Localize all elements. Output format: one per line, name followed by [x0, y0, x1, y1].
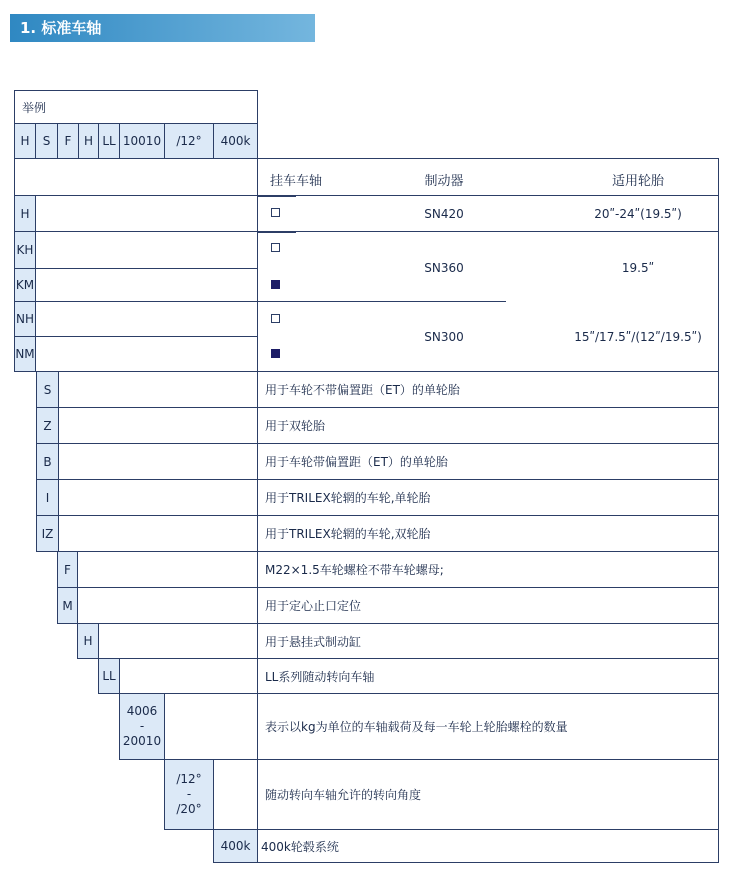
- bolt-code-f: F: [57, 551, 78, 588]
- bolt-blank: [77, 587, 258, 624]
- bolt-code-m: M: [57, 587, 78, 624]
- example-code-ll: LL: [98, 123, 120, 159]
- wheel-code-b: B: [36, 443, 59, 480]
- brake-sn360: SN360: [424, 261, 464, 275]
- axle-row-nm: NM: [14, 336, 36, 372]
- bolt-blank: [77, 551, 258, 588]
- axle-row-nh: NH: [14, 301, 36, 337]
- steering-code: LL: [98, 658, 120, 694]
- wheel-desc-b: 用于车轮带偏置距（ET）的单轮胎: [257, 443, 719, 480]
- wheel-code-s: S: [36, 371, 59, 408]
- wheel-code-iz: IZ: [36, 515, 59, 552]
- wheel-blank: [58, 407, 258, 444]
- axle-row-km: KM: [14, 268, 36, 302]
- axle-row-h: H: [14, 195, 36, 232]
- tire-sn300: 15ʺ/17.5ʺ/(12ʺ/19.5ʺ): [574, 330, 702, 344]
- wheel-desc-i: 用于TRILEX轮辋的车轮,单轮胎: [257, 479, 719, 516]
- hanging-blank: [98, 623, 258, 659]
- example-code-h2: H: [78, 123, 99, 159]
- hub-desc: 400k轮毂系统: [257, 829, 719, 863]
- wheel-desc-iz: 用于TRILEX轮辋的车轮,双轮胎: [257, 515, 719, 552]
- checkbox-filled-icon: [271, 349, 280, 358]
- example-label: 举例: [22, 100, 47, 115]
- axle-row-kh: KH: [14, 231, 36, 269]
- header-tire: 适用轮胎: [611, 174, 665, 189]
- wheel-code-z: Z: [36, 407, 59, 444]
- angle-code-range: /12° - /20°: [164, 759, 214, 830]
- checkbox-filled-icon: [271, 280, 280, 289]
- wheel-desc-s: 用于车轮不带偏置距（ET）的单轮胎: [257, 371, 719, 408]
- example-code-h: H: [14, 123, 36, 159]
- load-blank: [164, 693, 258, 760]
- steering-blank: [119, 658, 258, 694]
- hanging-desc: 用于悬挂式制动缸: [257, 623, 719, 659]
- brake-sn420: SN420: [424, 207, 464, 221]
- wheel-blank: [58, 515, 258, 552]
- wheel-blank: [58, 371, 258, 408]
- wheel-blank: [58, 479, 258, 516]
- angle-desc: 随动转向车轴允许的转向角度: [257, 759, 719, 830]
- header-brake: 制动器: [424, 174, 464, 189]
- hanging-code: H: [77, 623, 99, 659]
- bolt-desc-f: M22×1.5车轮螺栓不带车轮螺母;: [257, 551, 719, 588]
- tire-sn420: 20ʺ-24ʺ(19.5ʺ): [594, 207, 682, 221]
- load-code-range: 4006 - 20010: [119, 693, 165, 760]
- example-code-s: S: [35, 123, 58, 159]
- checkbox-empty-icon: [271, 243, 280, 252]
- brake-sn300: SN300: [424, 330, 464, 344]
- checkbox-empty-icon: [271, 314, 280, 323]
- angle-blank: [213, 759, 258, 830]
- hub-code: 400k: [213, 829, 258, 863]
- bolt-desc-m: 用于定心止口定位: [257, 587, 719, 624]
- wheel-blank: [58, 443, 258, 480]
- header-trailer-axle: 挂车车轴: [270, 174, 323, 189]
- steering-desc: LL系列随动转向车轴: [257, 658, 719, 694]
- tire-sn360: 19.5ʺ: [621, 261, 655, 275]
- example-label-cell: [14, 90, 258, 124]
- wheel-code-i: I: [36, 479, 59, 516]
- load-desc: 表示以kg为单位的车轴载荷及每一车轮上轮胎螺栓的数量: [257, 693, 719, 760]
- example-code-f: F: [57, 123, 79, 159]
- example-code-load: 10010: [119, 123, 165, 159]
- example-code-hub: 400k: [213, 123, 258, 159]
- example-code-angle: /12°: [164, 123, 214, 159]
- section-title: 1. 标准车轴: [10, 14, 315, 42]
- wheel-desc-z: 用于双轮胎: [257, 407, 719, 444]
- checkbox-empty-icon: [271, 208, 280, 217]
